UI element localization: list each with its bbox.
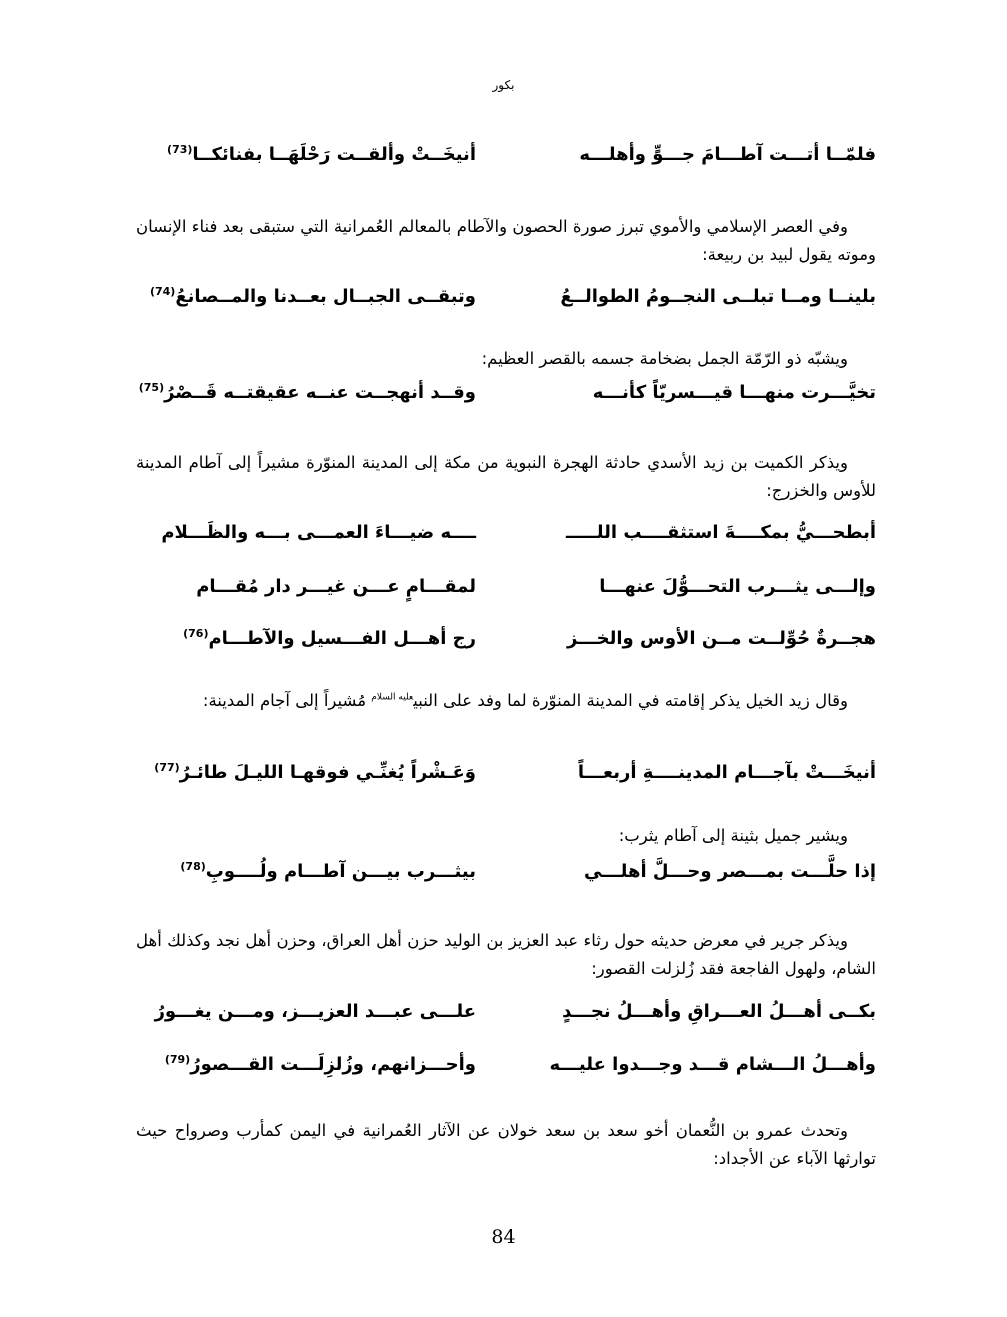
verse-second-hemistich: وقــد أنهجــت عنــه عقيقتــه قَــصْرُ$^{(75)}$	[138, 381, 476, 403]
verse-first-hemistich: أبطحـــيُّ بمكــــةَ استثقــــب اللـــــ	[566, 522, 876, 543]
paragraph: ويذكر جرير في معرض حديثه حول رثاء عبد العزيز بن الوليد حزن أهل العراق، وحزن أهل نجد وكذلك أهل الشام، ولهول الفاجعة فقد زُلزلت القصور:	[136, 931, 876, 978]
footnote-ref: (78)	[180, 860, 206, 873]
verse-line	[136, 282, 876, 312]
verse-first-hemistich: تخيَّـــرت منهـــا قيـــسريّاً كأنـــه	[592, 382, 876, 403]
verse-second-hemistich: أنيخَــتْ وألقــت رَحْلَهَــا بفنائكــا$^{(73)}$	[167, 143, 476, 165]
verse-first-hemistich: بكــى أهـــلُ العـــراقِ وأهـــلُ نجـــدٍ	[562, 1001, 876, 1022]
paragraph: ويذكر الكميت بن زيد الأسدي حادثة الهجرة النبوية من مكة إلى المدينة المنوّرة مشيراً إلى آطام المدينة للأوس والخزرج:	[136, 453, 876, 500]
verse-second-hemistich: وَعَـشْراً يُغنِّـي فوقهـا الليـلَ طائـرُ$^{(77)}$	[154, 761, 476, 783]
footnote-ref: (76)	[183, 627, 209, 640]
verse-line	[136, 378, 876, 408]
paragraph: ويشير جميل بثينة إلى آطام يثرب:	[618, 826, 848, 845]
verse-line	[136, 758, 876, 788]
footnote-ref: (74)	[149, 285, 176, 298]
verse-first-hemistich: أنيخَـــتْ بآجـــام المدينــــةِ أربعـــاً	[577, 762, 876, 783]
verse-second-hemistich: ــــه ضيـــاءَ العمـــى بـــه والظَـــلام	[161, 522, 476, 543]
verse-line	[136, 140, 876, 170]
verse-first-hemistich: بلينــا ومــا تبلــى النجــومُ الطوالــعُ	[560, 286, 876, 307]
verse-line	[136, 1050, 876, 1080]
verse-first-hemistich: وأهـــلُ الـــشام قـــد وجـــدوا عليـــه	[549, 1054, 876, 1075]
verse-second-hemistich: بيثـــرب بيـــن آطـــام ولُــــوبِ$^{(78)}$	[180, 860, 476, 882]
paragraph: وتحدث عمرو بن النُّعمان أخو سعد بن سعد خولان عن الآثار العُمرانية في اليمن كمأرب وصرواح حيث توارثها الآباء عن الأجداد:	[136, 1121, 876, 1168]
verse-second-hemistich: رج أهـــل الفـــسيل والآطـــام$^{(76)}$	[183, 627, 476, 649]
verse-line	[136, 624, 876, 654]
verse-line	[136, 518, 876, 548]
verse-first-hemistich: هجــرةٌ حُوِّلــت مــن الأوس والخـــز	[566, 628, 876, 649]
footnote-ref: (79)	[164, 1053, 191, 1066]
paragraph: ويشبّه ذو الرّمّة الجمل بضخامة جسمه بالقصر العظيم:	[481, 349, 848, 368]
verse-first-hemistich: فلمّــا أتـــت آطـــامَ جـــوٍّ وأهلـــه	[579, 144, 876, 165]
verse-line	[136, 572, 876, 602]
page-number: 84	[491, 1226, 516, 1248]
honorific-superscript: عليه السلام	[371, 692, 414, 703]
verse-second-hemistich: لمقـــامٍ عـــن غيـــر دار مُقـــام	[196, 576, 476, 597]
footnote-ref: (77)	[154, 761, 180, 774]
verse-second-hemistich: وأحـــزانهم، وزُلزِلَـــت القـــصورُ$^{(79)}$	[164, 1053, 476, 1075]
verse-second-hemistich: علـــى عبـــد العزيـــز، ومـــن يغـــورُ	[154, 1001, 476, 1022]
verse-line	[136, 997, 876, 1027]
running-header: بكور	[492, 78, 515, 92]
verse-second-hemistich: وتبقــى الجبــال بعــدنا والمــصانعُ$^{(74)}$	[149, 285, 476, 307]
footnote-ref: (73)	[167, 143, 193, 156]
paragraph: وقال زيد الخيل يذكر إقامته في المدينة المنوّرة لما وفد على النبي$^{عليه السلام}$ مُشيراً إلى آجام المدينة:	[202, 691, 848, 710]
verse-first-hemistich: وإلـــى يثـــرب التحـــوُّلَ عنهـــا	[599, 576, 876, 597]
paragraph: وفي العصر الإسلامي والأموي تبرز صورة الحصون والآطام بالمعالم العُمرانية التي ستبقى بعد فناء الإنسان وموته يقول لبيد بن ربيعة:	[136, 217, 876, 264]
footnote-ref: (75)	[138, 381, 165, 394]
verse-first-hemistich: إذا حلَّـــت بمـــصر وحـــلَّ أهلـــي	[583, 861, 876, 882]
verse-line	[136, 857, 876, 887]
